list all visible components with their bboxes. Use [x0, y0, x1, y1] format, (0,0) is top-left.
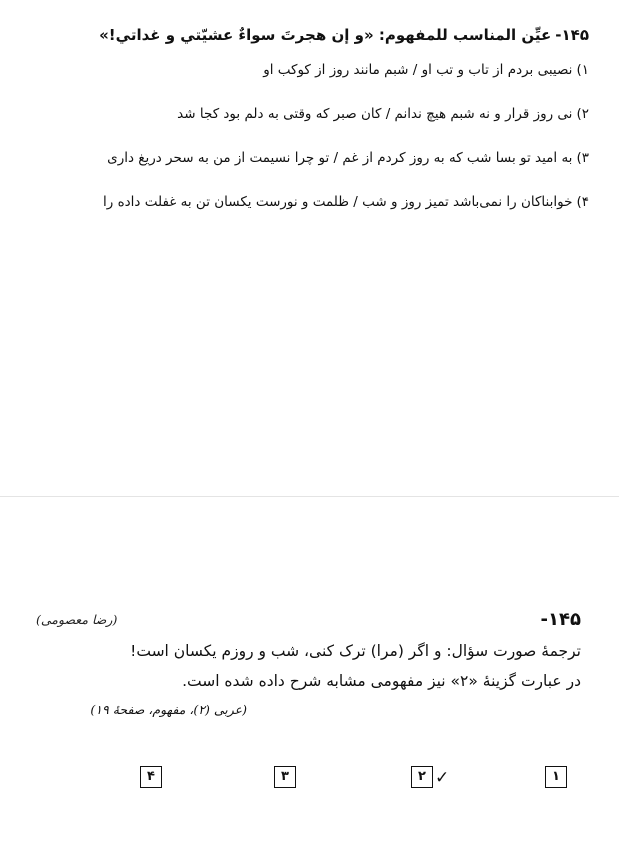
option-text: نصیبی بردم از تاب و تب او / شبم مانند روز از کوکب او — [263, 62, 573, 78]
option-2 — [29, 104, 589, 124]
choice-box-4: ۴ — [140, 766, 162, 788]
section-divider — [0, 496, 619, 497]
options-list — [29, 60, 589, 212]
option-text: نی روز قرار و نه شبم هیچ ندانم / کان صبر که وقتی به دلم بود کجا شد — [177, 106, 573, 122]
question-number: ۱۴۵- — [555, 26, 589, 44]
question-prompt: عیِّن المناسب للمفهوم: «و إن هجرتَ سواءٌ عشیّتي و غداتي!» — [99, 26, 552, 44]
check-icon: ✓ — [435, 768, 450, 788]
answer-number: ۱۴۵- — [540, 608, 581, 630]
answer-choices — [0, 766, 619, 792]
answer-author: (رضا معصومی) — [36, 611, 118, 627]
option-1 — [29, 60, 589, 80]
option-text: به امید تو بسا شب که به روز کردم از غم / تو چرا نسیمت از من به سحر دریغ داری — [107, 150, 573, 166]
option-text: خوابناکان را نمی‌باشد تمیز روز و شب / ظلمت و نورست یکسان تن به غفلت داده را — [103, 194, 573, 210]
option-4 — [29, 192, 589, 212]
question-block — [29, 24, 589, 236]
question-header — [29, 24, 589, 46]
choice-box-1: ۱ — [545, 766, 567, 788]
choice-box-2: ۲ — [411, 766, 433, 788]
option-number: ۴) — [576, 194, 589, 210]
option-number: ۳) — [576, 150, 589, 166]
option-3 — [29, 148, 589, 168]
answer-block — [36, 606, 581, 720]
option-number: ۲) — [576, 106, 589, 122]
answer-translation: ترجمهٔ صورت سؤال: و اگر (مرا) ترک کنی، شب و روزم یکسان است! — [130, 642, 581, 660]
option-number: ۱) — [576, 62, 589, 78]
answer-explanation: در عبارت گزینهٔ «۲» نیز مفهومی مشابه شرح داده شده است. — [182, 672, 581, 690]
answer-source: (عربی (۲)، مفهوم، صفحهٔ ۱۹) — [90, 702, 247, 717]
answer-header — [36, 606, 581, 632]
choice-box-3: ۳ — [274, 766, 296, 788]
